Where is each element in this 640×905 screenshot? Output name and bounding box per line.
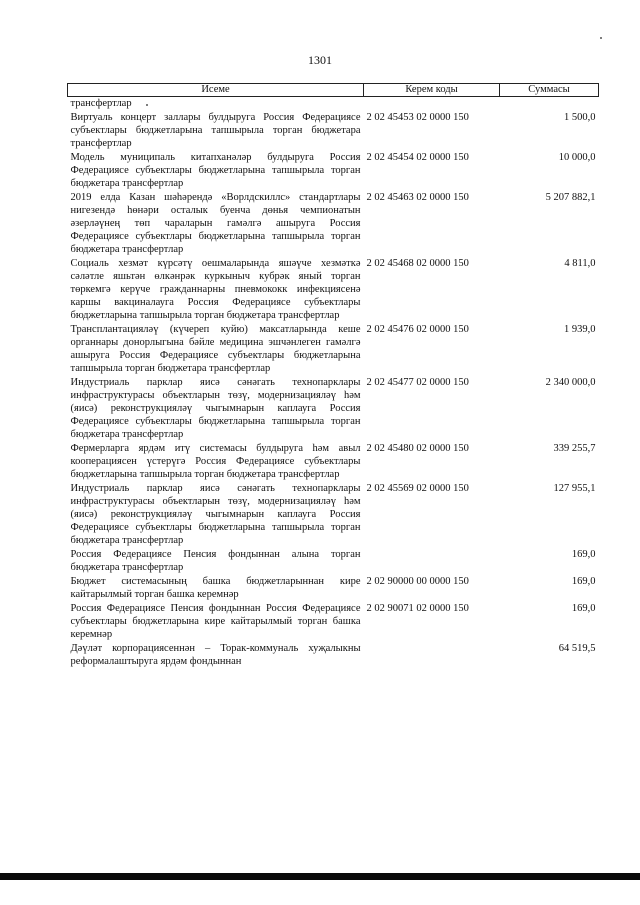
row-name: 2019 елда Казан шәһәрендә «Ворлдскиллс» стандартлары нигезендә һөнәри осталык буенча дөнья чемпионатын әзерләүнең төп чараларын гамәлгә ашыруга Россия Федерациясе субъектлары бюджетларына тапшырыла торган бюджетара трансфертлар <box>70 192 361 255</box>
row-sum: 1 500,0 <box>564 112 596 123</box>
table-row <box>68 442 599 482</box>
row-sum: 169,0 <box>571 576 596 587</box>
row-code: 2 02 45480 02 0000 150 <box>366 443 469 454</box>
row-code: 2 02 45477 02 0000 150 <box>366 377 469 388</box>
row-sum: 5 207 882,1 <box>545 192 596 203</box>
row-sum <box>500 97 599 112</box>
row-sum: 1 939,0 <box>564 324 596 335</box>
scan-artifact <box>600 37 602 39</box>
row-code <box>364 548 500 575</box>
row-code: 2 02 45569 02 0000 150 <box>366 483 469 494</box>
row-name: Россия Федерациясе Пенсия фондыннан алына торган бюджетара трансфертлар <box>70 549 361 573</box>
row-name: Социаль хезмәт күрсәтү оешмаларында яшәүче хезмәткә сәләтле яшьтән өлкәнрәк куркыныч кубрәк яный торган төркемгә керүче гражданнарны пневмококк инфекциясенә каршы вакциналауга Россия Федерациясе субъектлары бюджетларына тапшырыла торган бюджетара трансфертлар <box>70 258 361 321</box>
row-name: Россия Федерациясе Пенсия фондыннан Россия Федерациясе субъектлары бюджетларына кире кайтарылмый торган башка керемнәр <box>70 603 361 640</box>
row-name: Индустриаль парклар яисә сәнәгать технопарклары инфраструктурасы объектларын төзү, модернизацияләү һәм (яисә) реконструкцияләү чыгымнарын каплауга Россия Федерациясе субъектлары бюджетларына тапшырыла торган бюджетара трансфертлар <box>70 483 361 546</box>
row-code: 2 02 45454 02 0000 150 <box>366 152 469 163</box>
header-sum: Суммасы <box>500 84 599 97</box>
row-sum: 2 340 000,0 <box>545 377 596 388</box>
header-name: Исеме <box>68 84 364 97</box>
row-code: 2 02 90000 00 0000 150 <box>366 576 469 587</box>
scan-bottom-edge <box>0 873 640 880</box>
table-row <box>68 575 599 602</box>
row-name: Бюджет системасының башка бюджетларыннан кире кайтарылмый торган башка керемнәр <box>70 576 361 600</box>
row-sum: 127 955,1 <box>553 483 596 494</box>
row-name: Виртуаль концерт заллары булдыруга Россия Федерациясе субъектлары бюджетларына тапшырыла торган бюджетара трансфертлар <box>70 112 361 149</box>
budget-table <box>67 83 599 669</box>
table-row <box>68 376 599 442</box>
table-row <box>68 548 599 575</box>
table-row <box>68 257 599 323</box>
row-name: Фермерларга ярдәм итү системасы булдыруга һәм авыл кооперациясен үстерүгә Россия Федерациясе субъектлары бюджетларына тапшырыла торган бюджетара трансфертлар <box>70 443 361 480</box>
table-row <box>68 602 599 642</box>
table-row <box>68 111 599 151</box>
row-name: Индустриаль парклар яисә сәнәгать технопарклары инфраструктурасы объектларын төзү, модернизацияләү һәм (яисә) реконструкцияләү чыгымнарын каплауга Россия Федерациясе субъектлары бюджетларына тапшырыла торган бюджетара трансфертлар <box>70 377 361 440</box>
page-number: 1301 <box>308 53 332 67</box>
table-row <box>68 151 599 191</box>
row-code: 2 02 45453 02 0000 150 <box>366 112 469 123</box>
table-row <box>68 482 599 548</box>
row-code <box>364 642 500 669</box>
row-name: Модель муниципаль китапханәләр булдыруга Россия Федерациясе субъектлары бюджетларына тапшырыла торган бюджетара трансфертлар <box>70 152 361 189</box>
table-row <box>68 323 599 376</box>
row-code: 2 02 90071 02 0000 150 <box>366 603 469 614</box>
table-row <box>68 191 599 257</box>
row-code <box>364 97 500 112</box>
row-sum: 64 519,5 <box>558 643 596 654</box>
table-row <box>68 642 599 669</box>
row-sum: 339 255,7 <box>553 443 596 454</box>
scan-artifact <box>146 104 148 106</box>
row-name: трансфертлар <box>70 98 132 109</box>
row-code: 2 02 45463 02 0000 150 <box>366 192 469 203</box>
row-sum: 169,0 <box>571 603 596 614</box>
row-name: Дәүләт корпорациясеннән – Торак-коммуналь хуҗалыкны реформалаштыруга ярдәм фондыннан <box>70 643 361 667</box>
row-name: Трансплантацияләү (күчереп куйю) максатларында кеше органнары донорлыгына бәйле медицина эшчәнлеген гамәлгә ашыруга Россия Федерациясе субъектлары бюджетларына тапшырыла торган бюджетара трансфертлар <box>70 324 361 374</box>
row-code: 2 02 45468 02 0000 150 <box>366 258 469 269</box>
row-sum: 169,0 <box>571 549 596 560</box>
row-sum: 4 811,0 <box>564 258 596 269</box>
row-code: 2 02 45476 02 0000 150 <box>366 324 469 335</box>
row-sum: 10 000,0 <box>558 152 596 163</box>
header-code: Керем коды <box>364 84 500 97</box>
table-header-row <box>68 84 599 97</box>
